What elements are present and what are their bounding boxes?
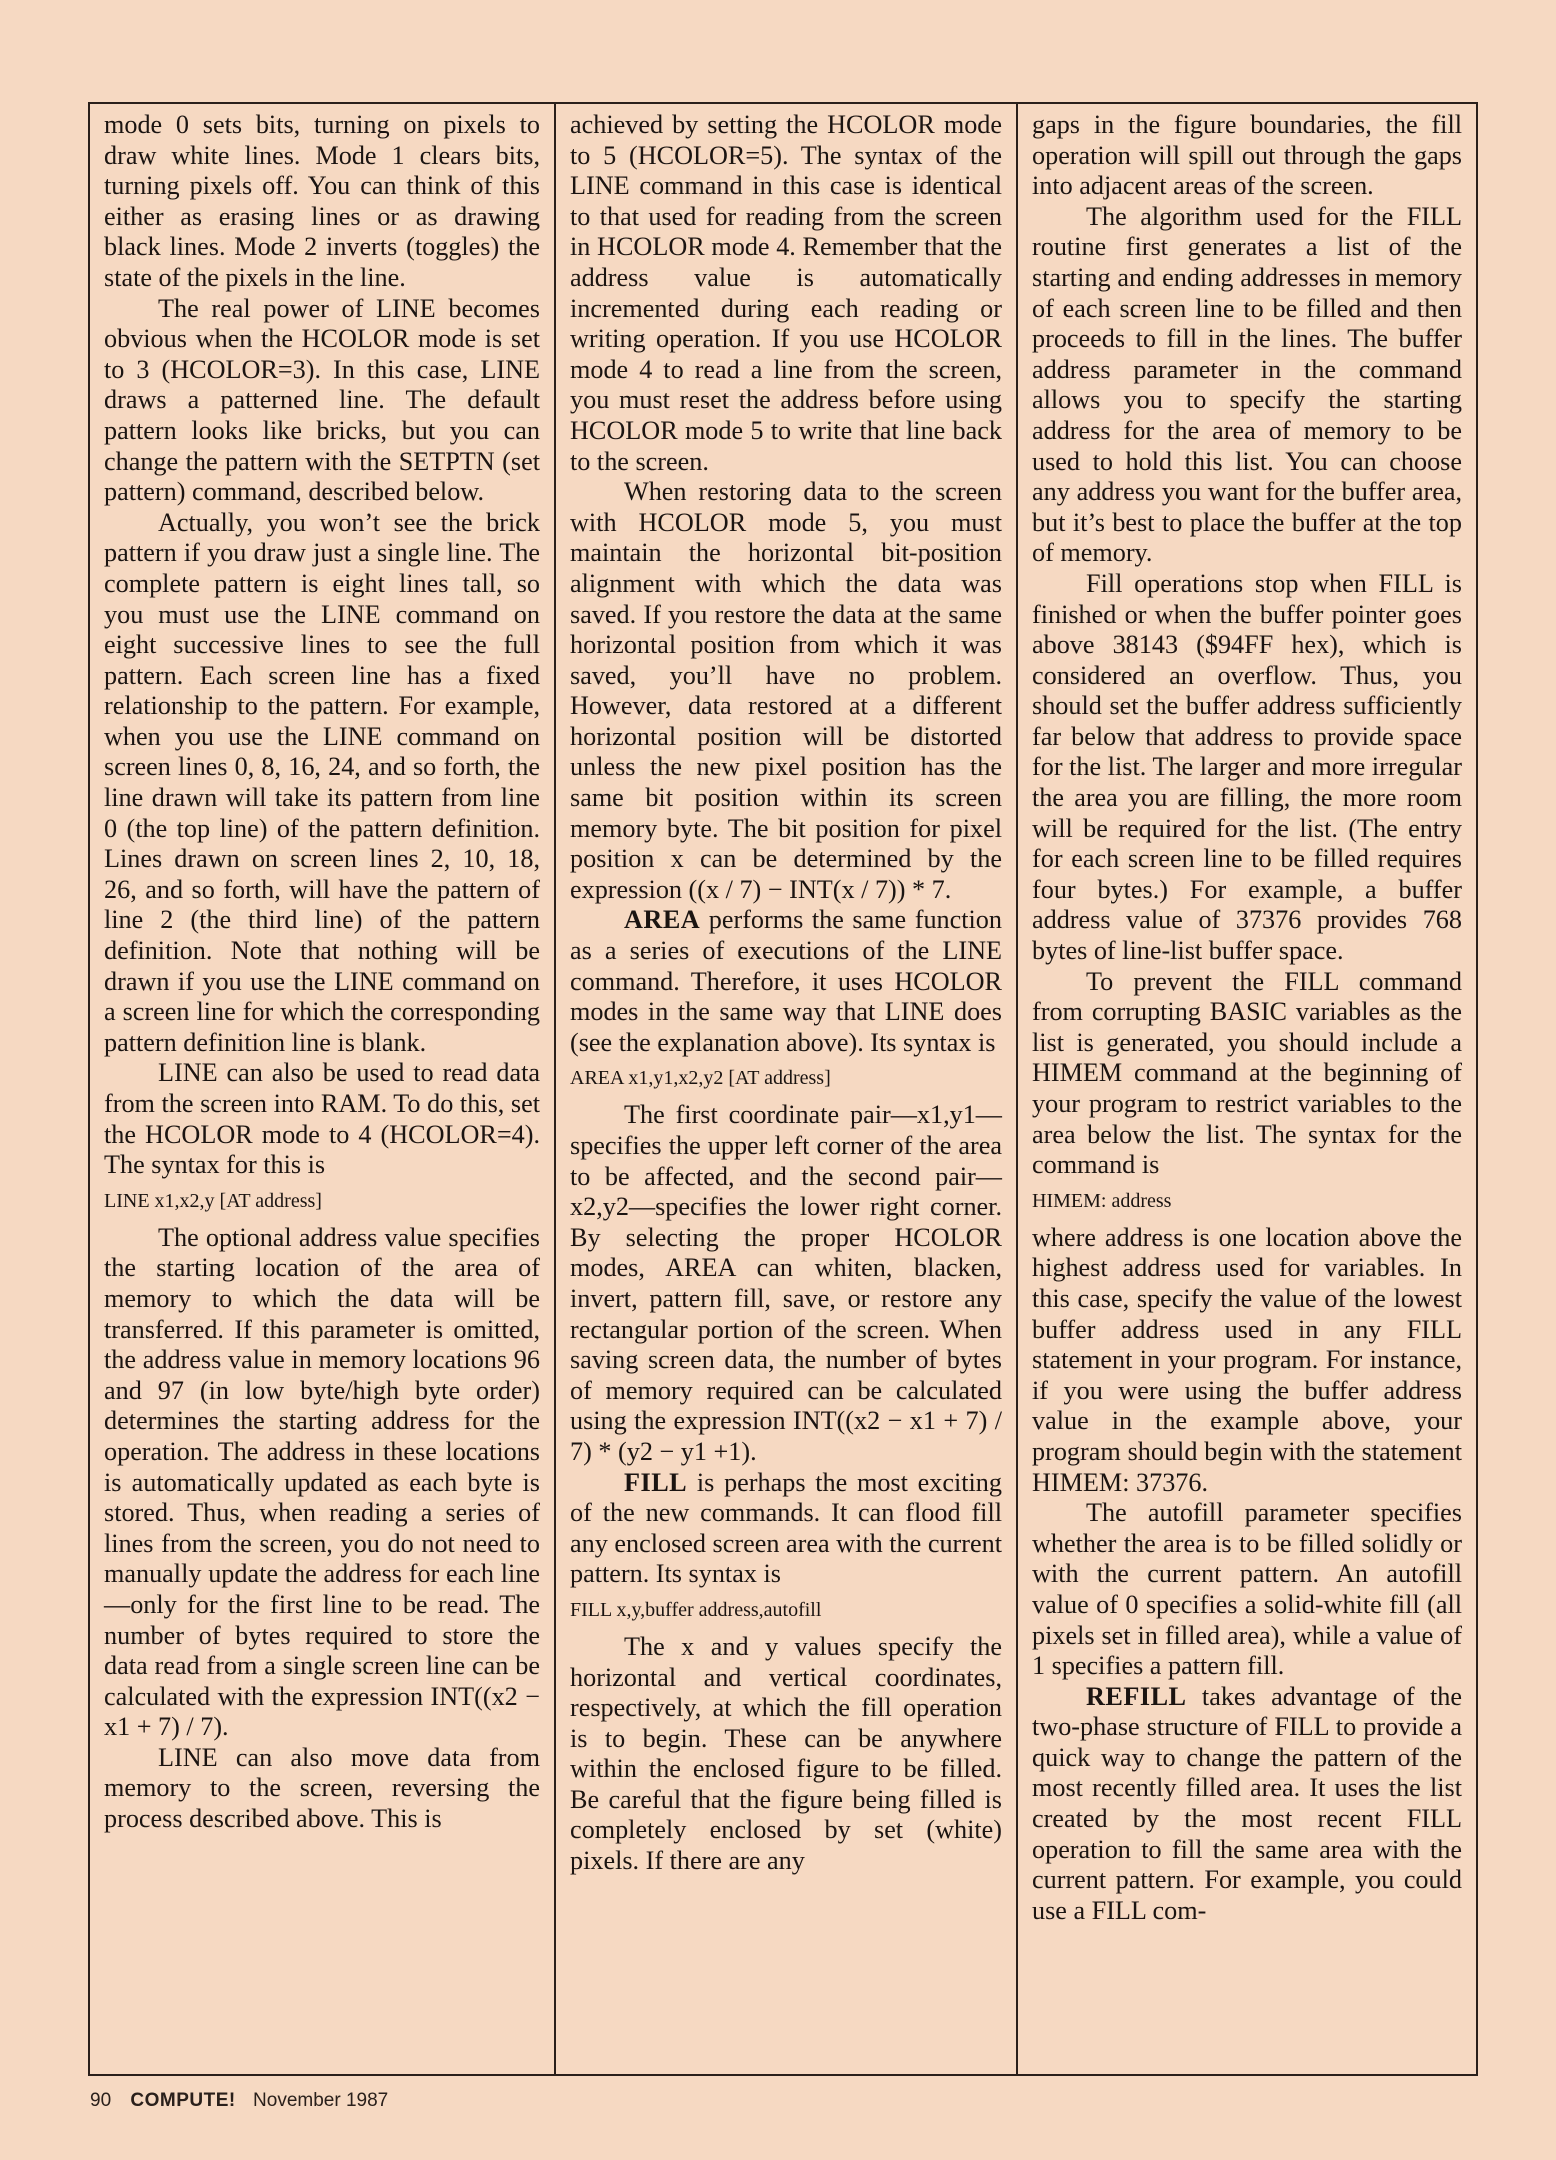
article-frame <box>88 102 1478 2076</box>
paragraph-text: performs the same function as a series of executions of the LINE command. Therefore, it uses HCOLOR modes in the same way that LINE does (see the explanation above). Its syntax is <box>570 905 1002 1057</box>
issue-date: November 1987 <box>253 2090 389 2111</box>
paragraph: The first coordinate pair—x1,y1—specifies the upper left corner of the area to be affected, and the second pair—x2,y2—specifies the lower right corner. By selecting the proper HCOLOR modes, AREA can whiten, blacken, invert, pattern fill, save, or restore any rectangular portion of the screen. When saving screen data, the number of bytes of memory required can be calculated using the expression INT((x2 − x1 + 7) / 7) * (y2 − y1 +1). <box>570 1100 1002 1466</box>
page-number: 90 <box>90 2090 112 2111</box>
paragraph: The x and y values specify the horizontal and vertical coordinates, respectively, at which the fill operation is to begin. These can be anywhere within the enclosed figure to be filled. Be careful that the figure being filled is completely enclosed by set (white) pixels. If there are any <box>570 1631 1002 1876</box>
paragraph: where address is one location above the highest address used for variables. In this case, specify the value of the lowest buffer address used in any FILL statement in your program. For instance, if you were using the buffer address value in the example above, your program should begin with the statement HIMEM: 37376. <box>1032 1222 1462 1497</box>
text-column-2 <box>554 104 1018 2074</box>
command-keyword: AREA <box>624 905 701 935</box>
paragraph: mode 0 sets bits, turning on pixels to draw white lines. Mode 1 clears bits, turning pixels off. You can think of this either as erasing lines or as drawing black lines. Mode 2 inverts (toggles) the state of the pixels in the line. <box>104 110 540 292</box>
text-column-1 <box>90 104 554 2074</box>
paragraph-text: takes advantage of the two-phase structure of FILL to provide a quick way to change the pattern of the most recently filled area. It uses the list created by the most recent FILL operation to fill the same area with the current pattern. For example, you could use a FILL com- <box>1032 1681 1462 1925</box>
paragraph: Actually, you won’t see the brick pattern if you draw just a single line. The complete pattern is eight lines tall, so you must use the LINE command on eight successive lines to see the full pattern. Each screen line has a fixed relationship to the pattern. For example, when you use the LINE command on screen lines 0, 8, 16, 24, and so forth, the line drawn will take its pattern from line 0 (the top line) of the pattern definition. Lines drawn on screen lines 2, 10, 18, 26, and so forth, will have the pattern of line 2 (the third line) of the pattern definition. Note that nothing will be drawn if you use the LINE command on a screen line for which the corresponding pattern definition line is blank. <box>104 507 540 1057</box>
paragraph: achieved by setting the HCOLOR mode to 5 (HCOLOR=5). The syntax of the LINE command in this case is identical to that used for reading from the screen in HCOLOR mode 4. Remember that the address value is automatically incremented during each reading or writing operation. If you use HCOLOR mode 4 to read a line from the screen, you must reset the address before using HCOLOR mode 5 to write that line back to the screen. <box>570 110 1002 476</box>
paragraph: Fill operations stop when FILL is finished or when the buffer pointer goes above 38143 ($94FF hex), which is considered an overflow. Thus, you should set the buffer address sufficiently far below that address to provide space for the list. The larger and more irregular the area you are filling, the more room will be required for the list. (The entry for each screen line to be filled requires four bytes.) For example, a buffer address value of 37376 provides 768 bytes of line-list buffer space. <box>1032 568 1462 966</box>
paragraph: LINE can also be used to read data from the screen into RAM. To do this, set the HCOLOR mode to 4 (HCOLOR=4). The syntax for this is <box>104 1058 540 1180</box>
syntax-line: AREA x1,y1,x2,y2 [AT address] <box>570 1067 831 1090</box>
paragraph: The autofill parameter specifies whether the area is to be filled solidly or with the current pattern. An autofill value of 0 specifies a solid-white fill (all pixels set in filled area), while a value of 1 specifies a pattern fill. <box>1032 1498 1462 1681</box>
paragraph: When restoring data to the screen with HCOLOR mode 5, you must maintain the horizontal bit-position alignment with which the data was saved. If you restore the data at the same horizontal position from which it was saved, you’ll have no problem. However, data restored at a different horizontal position will be distorted unless the new pixel position has the same bit position within its screen memory byte. The bit position for pixel position x can be determined by the expression ((x / 7) − INT(x / 7)) * 7. <box>570 477 1002 904</box>
command-keyword: FILL <box>624 1467 688 1497</box>
magazine-name: COMPUTE! <box>130 2090 236 2111</box>
syntax-line: HIMEM: address <box>1032 1189 1172 1212</box>
paragraph: To prevent the FILL command from corrupting BASIC variables as the list is generated, you should include a HIMEM command at the beginning of your program to restrict variables to the area below the list. The syntax for the command is <box>1032 966 1462 1180</box>
page-footer <box>90 2090 388 2112</box>
paragraph: gaps in the figure boundaries, the fill operation will spill out through the gaps into adjacent areas of the screen. <box>1032 110 1462 201</box>
paragraph: The optional address value specifies the starting location of the area of memory to which the data will be transferred. If this parameter is omitted, the address value in memory locations 96 and 97 (in low byte/high byte order) determines the starting address for the operation. The address in these locations is automatically updated as each byte is stored. Thus, when reading a series of lines from the screen, you do not need to manually update the address for each line—only for the first line to be read. The number of bytes required to store the data read from a single screen line can be calculated with the expression INT((x2 − x1 + 7) / 7). <box>104 1222 540 1742</box>
paragraph-text: is perhaps the most exciting of the new commands. It can flood fill any enclosed screen area with the current pattern. Its syntax is <box>570 1467 1002 1589</box>
paragraph <box>570 1468 1002 1590</box>
paragraph: LINE can also move data from memory to the screen, reversing the process described above. This is <box>104 1742 540 1834</box>
text-column-3 <box>1018 104 1476 2074</box>
syntax-line: LINE x1,x2,y [AT address] <box>104 1189 322 1212</box>
syntax-line: FILL x,y,buffer address,autofill <box>570 1598 822 1621</box>
paragraph: The algorithm used for the FILL routine first generates a list of the starting and ending addresses in memory of each screen line to be filled and then proceeds to fill in the lines. The buffer address parameter in the command allows you to specify the starting address for the area of memory to be used to hold this list. You can choose any address you want for the buffer area, but it’s best to place the buffer at the top of memory. <box>1032 201 1462 568</box>
paragraph <box>570 905 1002 1058</box>
paragraph: The real power of LINE becomes obvious when the HCOLOR mode is set to 3 (HCOLOR=3). In this case, LINE draws a patterned line. The default pattern looks like bricks, but you can change the pattern with the SETPTN (set pattern) command, described below. <box>104 293 540 507</box>
paragraph <box>1032 1682 1462 1927</box>
command-keyword: REFILL <box>1086 1681 1187 1711</box>
